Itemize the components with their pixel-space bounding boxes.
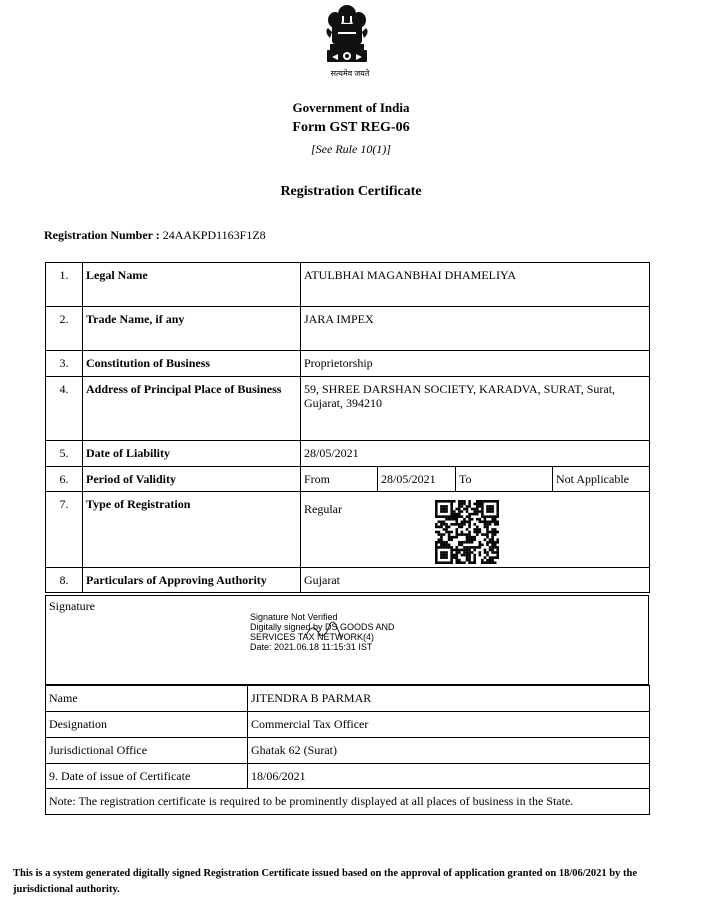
table-row — [46, 568, 650, 593]
row-label: Type of Registration — [83, 492, 301, 568]
row-value: JARA IMPEX — [301, 307, 650, 351]
row-number: 1. — [46, 263, 83, 307]
table-row — [46, 377, 650, 441]
row-number: 4. — [46, 377, 83, 441]
table-row — [46, 686, 650, 712]
designation-value: Commercial Tax Officer — [248, 712, 650, 738]
table-row — [46, 351, 650, 377]
table-row — [46, 307, 650, 351]
row-value: Proprietorship — [301, 351, 650, 377]
row-value: Gujarat — [301, 568, 650, 593]
signature-signed-by: Digitally signed by DS GOODS AND — [250, 622, 395, 632]
row-label: Period of Validity — [83, 467, 301, 492]
validity-to-value: Not Applicable — [553, 467, 650, 492]
details-table — [45, 262, 650, 593]
table-row — [46, 738, 650, 764]
jurisdiction-value: Ghatak 62 (Surat) — [248, 738, 650, 764]
table-row — [46, 764, 650, 789]
row-value: 28/05/2021 — [301, 441, 650, 467]
registration-number-value: 24AAKPD1163F1Z8 — [162, 228, 266, 242]
emblem-motto: सत्यमेव जयते — [330, 69, 370, 78]
rule-reference: [See Rule 10(1)] — [311, 142, 391, 156]
validity-to-label: To — [456, 467, 553, 492]
certificate-title: Registration Certificate — [280, 184, 422, 199]
row-label: Legal Name — [83, 263, 301, 307]
table-row — [46, 467, 650, 492]
table-row — [46, 263, 650, 307]
row-value: ATULBHAI MAGANBHAI DHAMELIYA — [301, 263, 650, 307]
issue-date-label: 9. Date of issue of Certificate — [46, 764, 248, 789]
qr-code-icon — [435, 500, 499, 564]
row-value: Regular — [301, 492, 650, 568]
signature-cell — [46, 596, 649, 685]
validity-from-label: From — [301, 467, 378, 492]
footer-disclaimer: This is a system generated digitally signed Registration Certificate issued based on the approval of application granted on 18/06/2021 by the jurisdictional authority. — [13, 868, 637, 895]
row-value: 59, SHREE DARSHAN SOCIETY, KARADVA, SURAT, Surat, Gujarat, 394210 — [301, 377, 650, 441]
table-row — [46, 789, 650, 815]
registration-number-label: Registration Number : — [44, 228, 160, 242]
row-number: 7. — [46, 492, 83, 568]
display-note: Note: The registration certificate is required to be prominently displayed at all places of business in the State. — [46, 789, 650, 815]
signature-date: Date: 2021.06.18 11:15:31 IST — [250, 642, 373, 652]
row-label: Date of Liability — [83, 441, 301, 467]
signature-network: SERVICES TAX NETWORK(4) — [250, 632, 375, 642]
government-heading: Government of India — [292, 100, 410, 115]
signature-label: Signature — [49, 599, 95, 613]
issue-date-value: 18/06/2021 — [248, 764, 650, 789]
validity-from-value: 28/05/2021 — [378, 467, 456, 492]
registration-number — [44, 228, 266, 243]
designation-label: Designation — [46, 712, 248, 738]
form-title: Form GST REG-06 — [292, 120, 410, 135]
table-row — [46, 712, 650, 738]
signature-details — [250, 612, 395, 652]
jurisdiction-label: Jurisdictional Office — [46, 738, 248, 764]
row-number: 2. — [46, 307, 83, 351]
officer-table — [45, 685, 650, 815]
officer-name-label: Name — [46, 686, 248, 712]
row-number: 5. — [46, 441, 83, 467]
row-label: Constitution of Business — [83, 351, 301, 377]
row-number: 3. — [46, 351, 83, 377]
table-row — [46, 492, 650, 568]
signature-table — [45, 595, 649, 685]
table-row — [46, 441, 650, 467]
row-label: Address of Principal Place of Business — [83, 377, 301, 441]
officer-name-value: JITENDRA B PARMAR — [248, 686, 650, 712]
signature-status: Signature Not Verified — [250, 612, 338, 622]
row-number: 8. — [46, 568, 83, 593]
row-number: 6. — [46, 467, 83, 492]
row-label: Particulars of Approving Authority — [83, 568, 301, 593]
row-label: Trade Name, if any — [83, 307, 301, 351]
